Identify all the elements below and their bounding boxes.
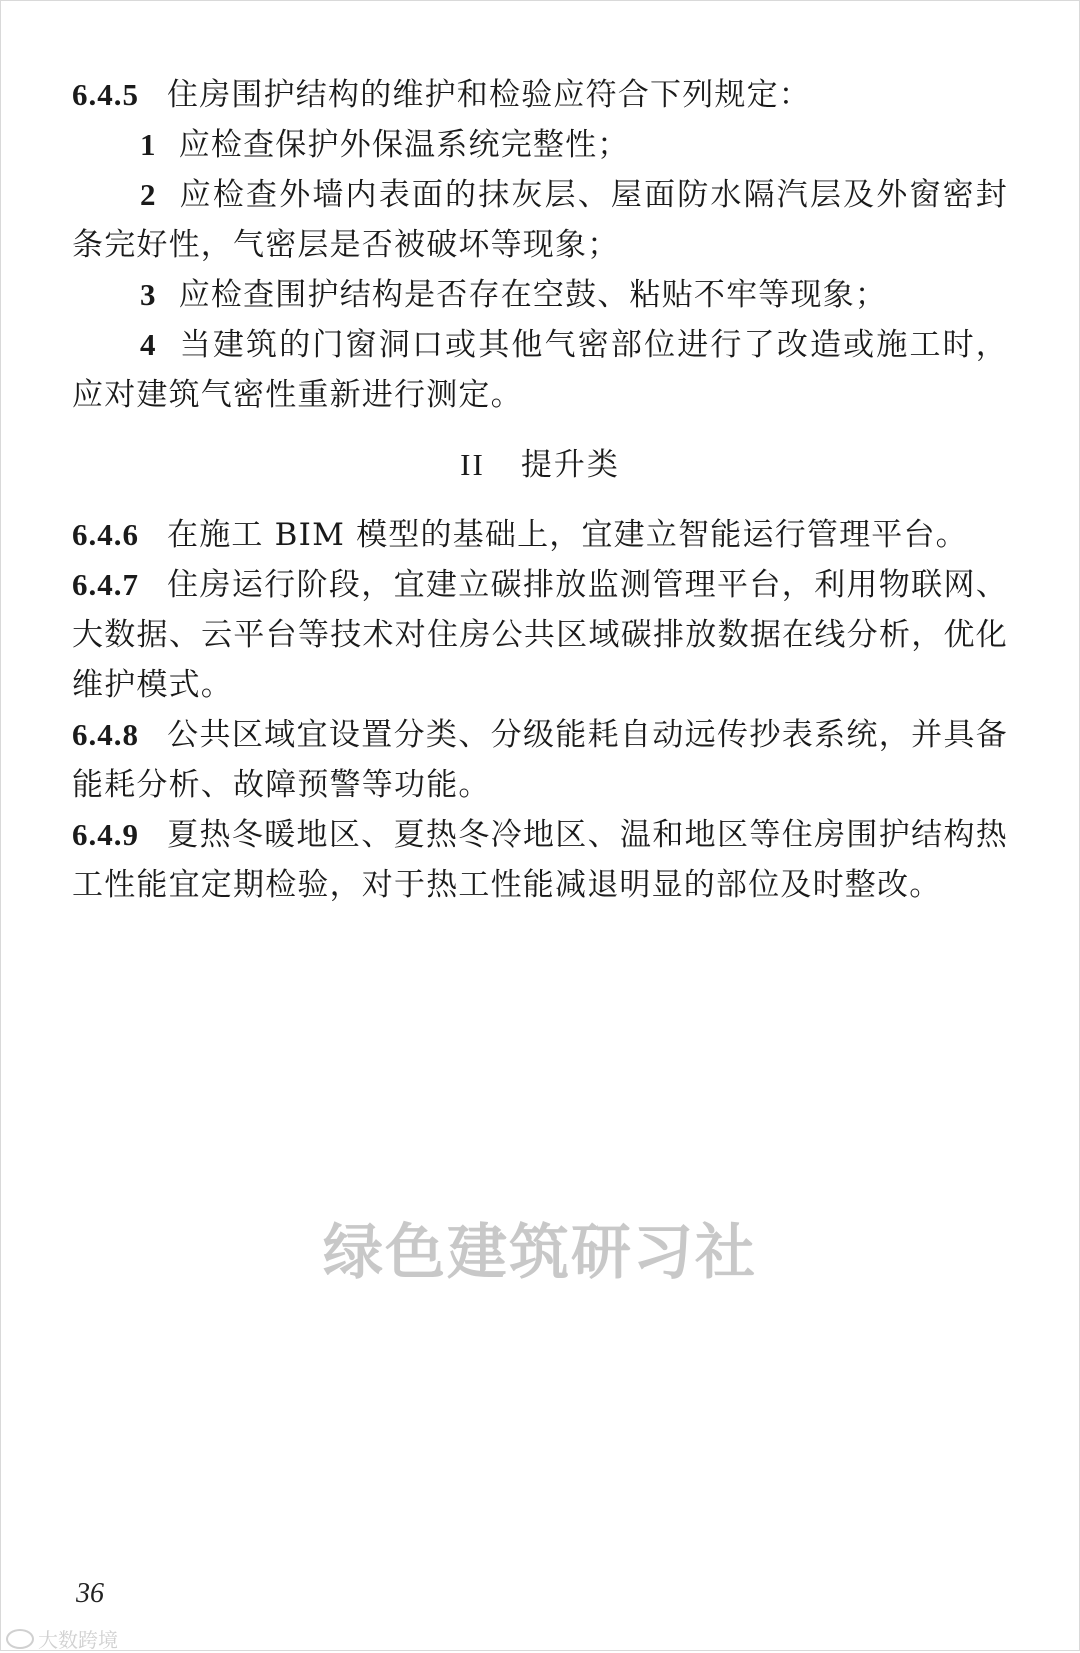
clause-text: 夏热冬暖地区、夏热冬冷地区、温和地区等住房围护结构热工性能宜定期检验，对于热工性能减退明显的部位及时整改。 xyxy=(72,817,1008,903)
item-number: 1 xyxy=(140,127,157,162)
item-text: 当建筑的门窗洞口或其他气密部位进行了改造或施工时，应对建筑气密性重新进行测定。 xyxy=(72,327,1008,413)
clause-number: 6.4.8 xyxy=(72,717,139,752)
clause-number: 6.4.5 xyxy=(72,77,139,112)
clause-number: 6.4.9 xyxy=(72,817,139,852)
page-number: 36 xyxy=(76,1578,104,1609)
clause-text: 住房围护结构的维护和检验应符合下列规定： xyxy=(167,77,811,113)
item-number: 4 xyxy=(140,327,157,362)
clause-6-4-8 xyxy=(72,710,1008,810)
list-item xyxy=(72,170,1008,270)
clause-6-4-5 xyxy=(72,70,1008,120)
clause-text: 公共区域宜设置分类、分级能耗自动远传抄表系统，并具备能耗分析、故障预警等功能。 xyxy=(72,717,1008,803)
clause-number: 6.4.7 xyxy=(72,567,139,602)
section-roman-numeral: II xyxy=(460,447,485,482)
item-number: 2 xyxy=(140,177,157,212)
clause-text: 住房运行阶段，宜建立碳排放监测管理平台，利用物联网、大数据、云平台等技术对住房公共区域碳排放数据在线分析，优化维护模式。 xyxy=(72,567,1008,703)
list-item xyxy=(72,270,1008,320)
list-item xyxy=(72,320,1008,420)
item-number: 3 xyxy=(140,277,157,312)
list-item xyxy=(72,120,1008,170)
item-text: 应检查保护外保温系统完整性； xyxy=(178,127,630,163)
clause-6-4-9 xyxy=(72,810,1008,910)
logo-mark-icon xyxy=(6,1629,34,1649)
clause-number: 6.4.6 xyxy=(72,517,139,552)
section-title: 提升类 xyxy=(520,447,620,483)
corner-logo-text: 大数跨境 xyxy=(38,1628,118,1652)
clause-6-4-7 xyxy=(72,560,1008,710)
item-text: 应检查外墙内表面的抹灰层、屋面防水隔汽层及外窗密封条完好性，气密层是否被破坏等现象； xyxy=(72,177,1008,263)
clause-text: 在施工 BIM 模型的基础上，宜建立智能运行管理平台。 xyxy=(167,517,968,553)
clause-6-4-6 xyxy=(72,510,1008,560)
document-body xyxy=(72,70,1008,910)
corner-logo xyxy=(6,1624,118,1653)
section-heading xyxy=(72,440,1008,490)
watermark-text: 绿色建筑研习社 xyxy=(323,1218,757,1288)
item-text: 应检查围护结构是否存在空鼓、粘贴不牢等现象； xyxy=(178,277,888,313)
